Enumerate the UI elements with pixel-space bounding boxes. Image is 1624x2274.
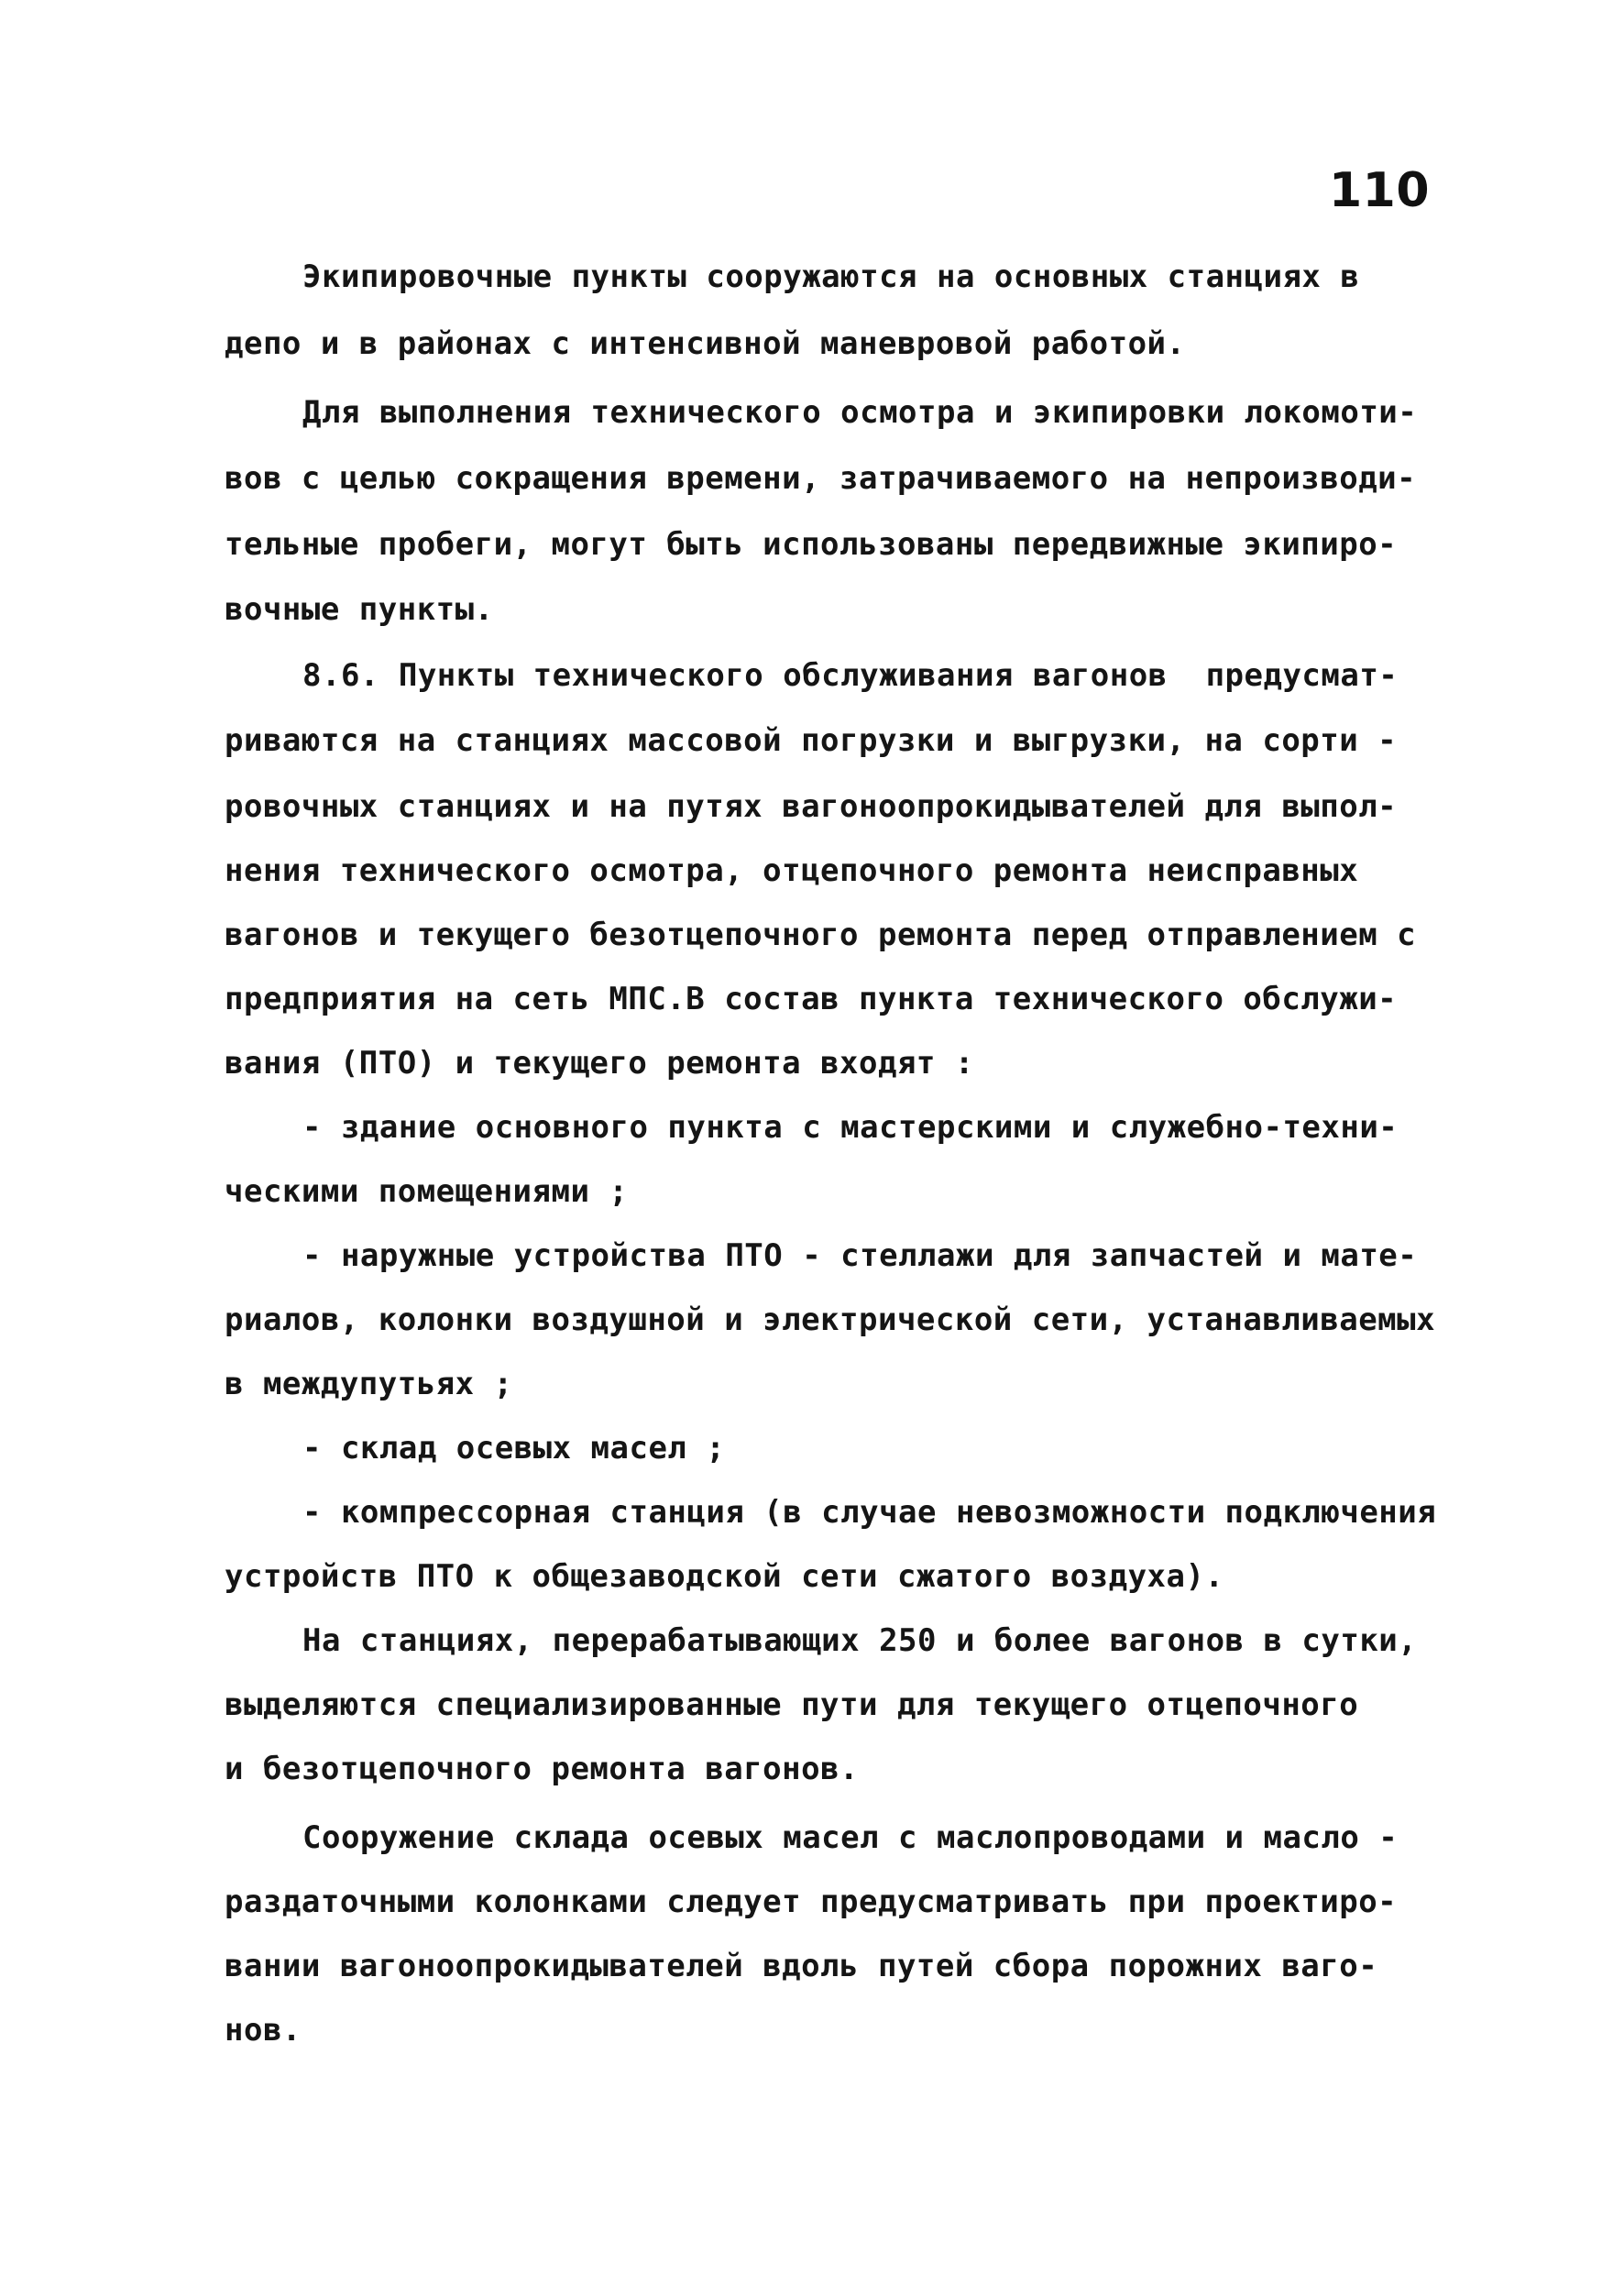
page-number: 110 — [1329, 163, 1431, 218]
list-item: ческими помещениями ; — [225, 1173, 629, 1210]
list-item: - здание основного пункта с мастерскими и служебно-техни- — [302, 1109, 1399, 1146]
list-item: - наружные устройства ПТО - стеллажи для запчастей и мате- — [302, 1237, 1418, 1274]
text-line: вании вагоноопрокидывателей вдоль путей сбора порожних ваго- — [225, 1948, 1378, 1984]
text-line: риваются на станциях массовой погрузки и выгрузки, на сорти - — [225, 722, 1398, 759]
text-line: нов. — [225, 2012, 302, 2049]
text-line: На станциях, перерабатывающих 250 и более вагонов в сутки, — [302, 1622, 1418, 1659]
list-item: устройств ПТО к общезаводской сети сжатого воздуха). — [225, 1558, 1224, 1595]
text-line: и безотцепочного ремонта вагонов. — [225, 1751, 860, 1787]
text-line: Сооружение склада осевых масел с маслопроводами и масло - — [302, 1819, 1399, 1856]
text-line: раздаточными колонками следует предусматривать при проектиро- — [225, 1884, 1398, 1920]
text-line: предприятия на сеть МПС.В состав пункта технического обслужи- — [225, 981, 1398, 1017]
text-line: ровочных станциях и на путях вагоноопрокидывателей для выпол- — [225, 788, 1398, 825]
text-line: 8.6. Пункты технического обслуживания вагонов предусмат- — [302, 657, 1399, 694]
list-item: - склад осевых масел ; — [302, 1430, 726, 1467]
text-line: вов с целью сокращения времени, затрачиваемого на непроизводи- — [225, 460, 1417, 497]
text-line: Экипировочные пункты сооружаются на основных станциях в — [302, 258, 1360, 295]
text-line: вагонов и текущего безотцепочного ремонта перед отправлением с — [225, 917, 1417, 953]
list-item: в междупутьях ; — [225, 1366, 513, 1402]
text-line: тельные пробеги, могут быть использованы передвижные экипиро- — [225, 526, 1398, 563]
text-line: вания (ПТО) и текущего ремонта входят : — [225, 1045, 974, 1082]
text-line: Для выполнения технического осмотра и экипировки локомоти- — [302, 394, 1418, 431]
text-line: выделяются специализированные пути для текущего отцепочного — [225, 1686, 1359, 1723]
list-item: риалов, колонки воздушной и электрической сети, устанавливаемых — [225, 1302, 1436, 1338]
list-item: - компрессорная станция (в случае невозможности подключения — [302, 1494, 1437, 1531]
text-line: депо и в районах с интенсивной маневровой работой. — [225, 325, 1186, 362]
text-line: нения технического осмотра, отцепочного ремонта неисправных — [225, 852, 1359, 889]
text-line: вочные пункты. — [225, 591, 494, 628]
